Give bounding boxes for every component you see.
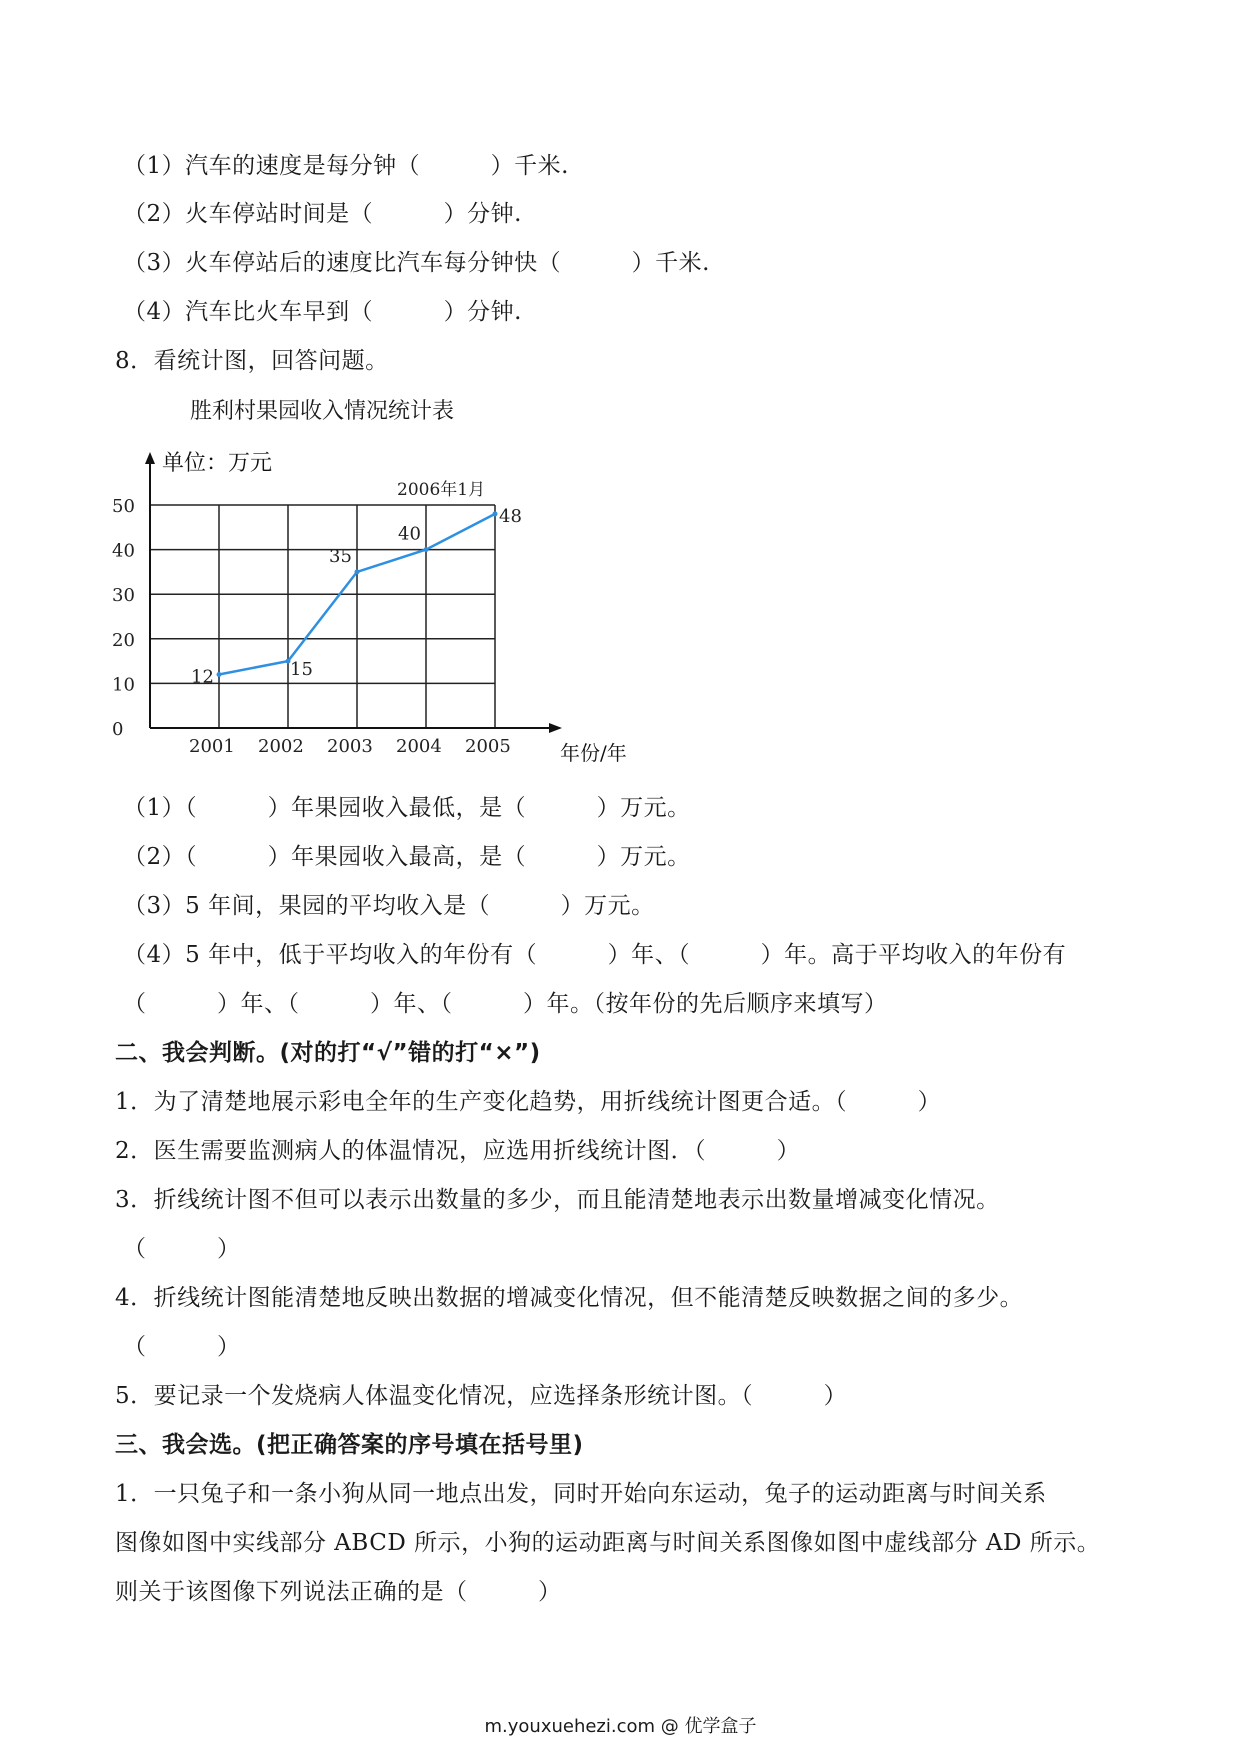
judge-item-5: 5．要记录一个发烧病人体温变化情况，应选择条形统计图。（ ） <box>115 1383 848 1409</box>
q8-item-3: （3）5 年间，果园的平均收入是（ ）万元。 <box>123 893 655 919</box>
x-tick-label: 2002 <box>258 736 304 757</box>
y-tick-label: 0 <box>112 719 124 740</box>
judge-item-4-answer: （ ） <box>123 1334 241 1360</box>
line-chart <box>100 440 660 770</box>
y-tick-label: 50 <box>112 496 135 517</box>
judge-item-4: 4．折线统计图能清楚地反映出数据的增减变化情况，但不能清楚反映数据之间的多少。 <box>115 1285 1024 1311</box>
judge-item-3-answer: （ ） <box>123 1236 241 1262</box>
q8-title: 8．看统计图，回答问题。 <box>115 348 389 374</box>
chart-annotation: 2006年1月 <box>397 480 486 500</box>
data-label: 40 <box>398 523 421 545</box>
q7-item-4: （4）汽车比火车早到（ ）分钟. <box>123 299 522 325</box>
judge-item-3: 3．折线统计图不但可以表示出数量的多少，而且能清楚地表示出数量增减变化情况。 <box>115 1187 1000 1213</box>
x-tick-label: 2003 <box>327 736 373 757</box>
data-label: 15 <box>290 659 313 681</box>
q8-item-1: （1）（ ）年果园收入最低，是（ ）万元。 <box>123 795 691 821</box>
q7-item-2: （2）火车停站时间是（ ）分钟. <box>123 201 522 227</box>
data-point <box>355 569 360 574</box>
judge-item-2: 2．医生需要监测病人的体温情况，应选用折线统计图．（ ） <box>115 1138 801 1164</box>
y-axis-arrow <box>145 452 155 464</box>
q8-item-2: （2）（ ）年果园收入最高，是（ ）万元。 <box>123 844 691 870</box>
x-axis-arrow <box>549 723 562 733</box>
q7-item-3: （3）火车停站后的速度比汽车每分钟快（ ）千米. <box>123 250 710 276</box>
y-axis-label: 单位：万元 <box>162 451 273 476</box>
y-tick-label: 40 <box>112 540 135 562</box>
y-tick-label: 30 <box>112 585 135 607</box>
y-tick-label: 10 <box>112 674 135 696</box>
section3-heading: 三、我会选。(把正确答案的序号填在括号里) <box>115 1432 584 1458</box>
choice-item-1-line-1: 1．一只兔子和一条小狗从同一地点出发，同时开始向东运动，兔子的运动距离与时间关系 <box>115 1481 1047 1507</box>
data-point <box>424 547 429 552</box>
choice-item-1-line-3: 则关于该图像下列说法正确的是（ ） <box>115 1579 562 1605</box>
data-point <box>217 672 222 677</box>
footer-watermark: m.youxuehezi.com @ 优学盒子 <box>484 1716 757 1737</box>
chart-axes <box>112 451 627 765</box>
chart-title: 胜利村果园收入情况统计表 <box>190 399 455 424</box>
data-label: 35 <box>329 545 352 567</box>
q8-item-4-continued: （ ）年、（ ）年、（ ）年。（按年份的先后顺序来填写） <box>123 991 888 1017</box>
y-tick-label: 20 <box>112 629 135 651</box>
data-label: 12 <box>191 666 214 688</box>
x-axis-label: 年份/年 <box>560 741 627 765</box>
x-tick-label: 2004 <box>396 736 442 757</box>
x-tick-label: 2005 <box>465 736 511 757</box>
q8-item-4: （4）5 年中，低于平均收入的年份有（ ）年、（ ）年。高于平均收入的年份有 <box>123 942 1067 968</box>
judge-item-1: 1．为了清楚地展示彩电全年的生产变化趋势，用折线统计图更合适。（ ） <box>115 1089 942 1115</box>
choice-item-1-line-2: 图像如图中实线部分 ABCD 所示，小狗的运动距离与时间关系图像如图中虚线部分 AD 所示。 <box>115 1530 1101 1556</box>
data-label: 48 <box>499 505 522 527</box>
q7-item-1: （1）汽车的速度是每分钟（ ）千米. <box>123 153 569 179</box>
data-point <box>493 511 498 516</box>
x-tick-label: 2001 <box>189 736 235 757</box>
section2-heading: 二、我会判断。(对的打“√”错的打“×”) <box>115 1040 541 1066</box>
